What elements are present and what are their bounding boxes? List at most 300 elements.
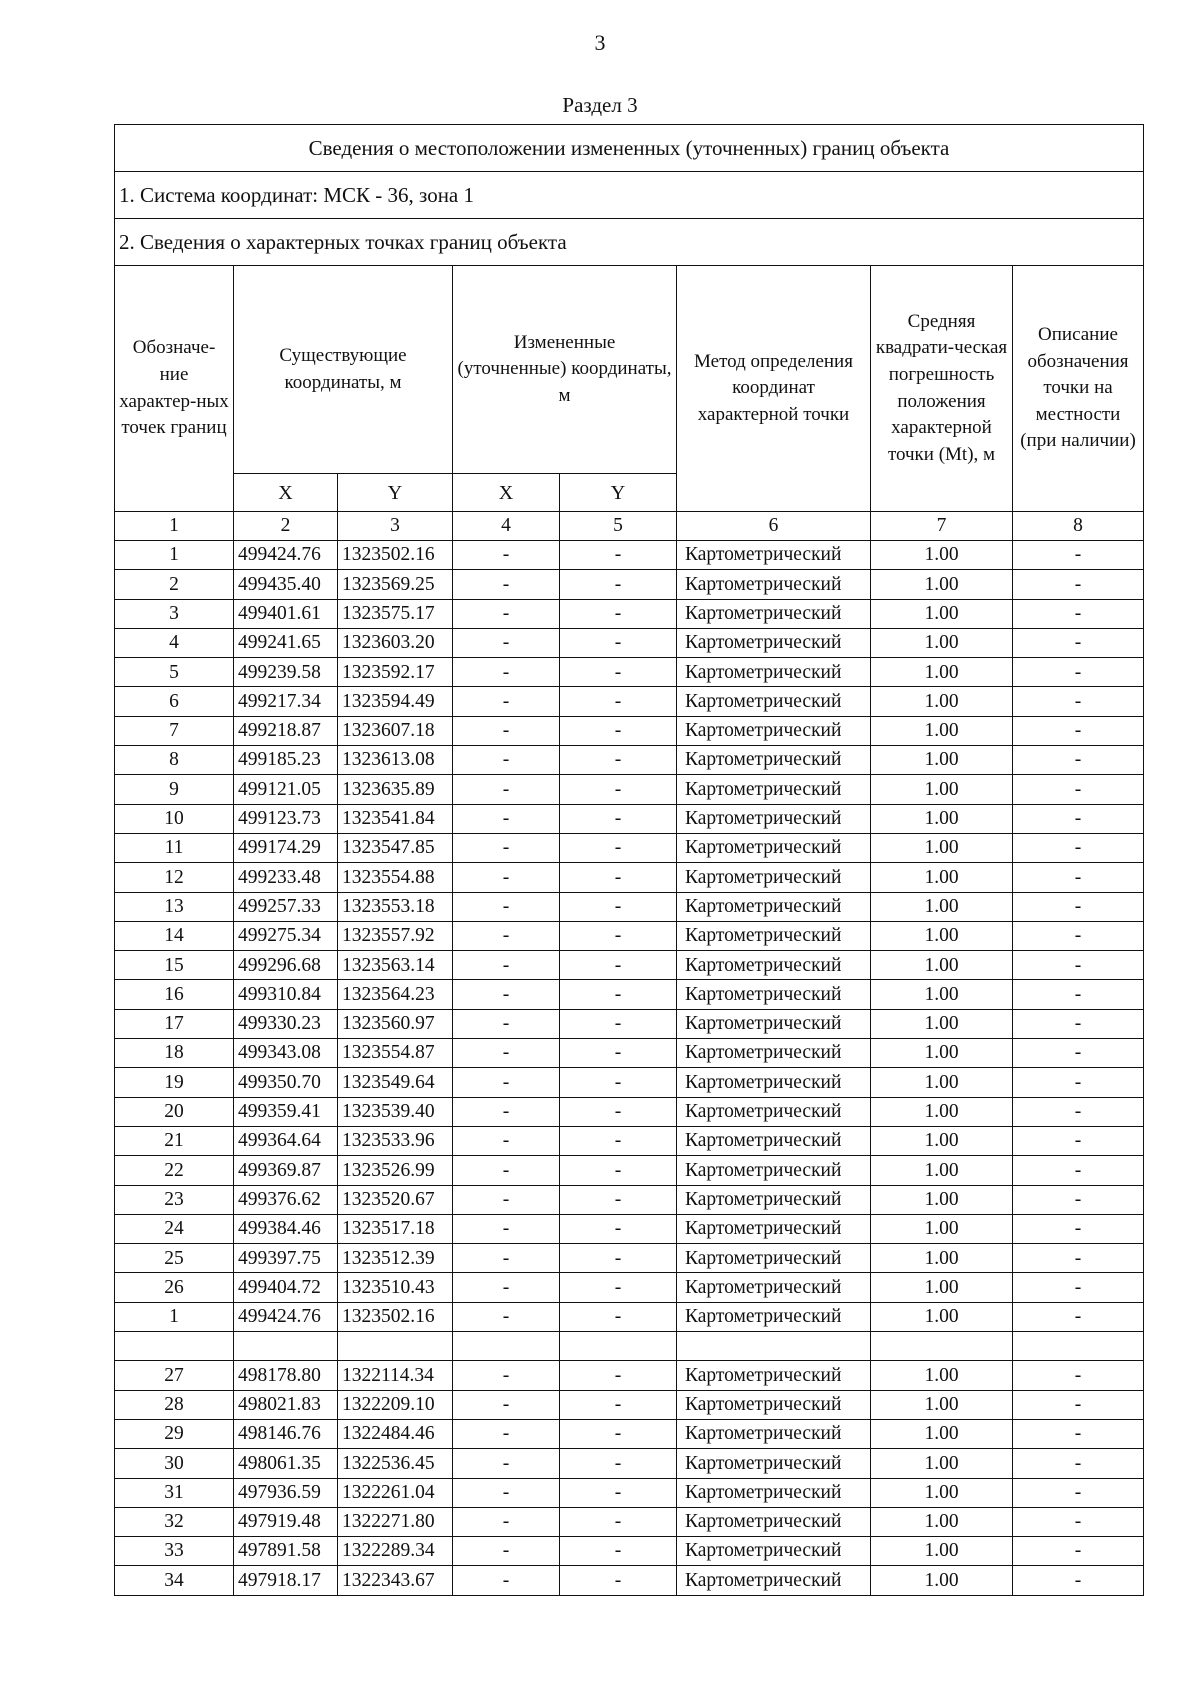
description-cell: - — [1013, 570, 1144, 599]
table-row — [115, 1009, 1144, 1038]
changed-x-cell: - — [453, 1156, 560, 1185]
method-cell: Картометрический — [677, 1507, 871, 1536]
existing-x-cell — [234, 1332, 338, 1361]
method-cell: Картометрический — [677, 1537, 871, 1566]
table-row — [115, 1449, 1144, 1478]
existing-y-cell: 1323603.20 — [338, 628, 453, 657]
header-changed-x: X — [453, 474, 560, 512]
method-cell: Картометрический — [677, 1039, 871, 1068]
method-cell — [677, 1332, 871, 1361]
header-existing-y: Y — [338, 474, 453, 512]
error-cell: 1.00 — [871, 1009, 1013, 1038]
existing-y-cell: 1323613.08 — [338, 746, 453, 775]
changed-x-cell: - — [453, 1507, 560, 1536]
existing-y-cell: 1323607.18 — [338, 716, 453, 745]
changed-x-cell: - — [453, 599, 560, 628]
existing-y-cell: 1322209.10 — [338, 1390, 453, 1419]
header-method: Метод определения координат характерной точки — [677, 266, 871, 512]
existing-y-cell: 1323575.17 — [338, 599, 453, 628]
existing-y-cell: 1322271.80 — [338, 1507, 453, 1536]
existing-y-cell: 1323557.92 — [338, 921, 453, 950]
existing-y-cell: 1323594.49 — [338, 687, 453, 716]
existing-y-cell: 1323517.18 — [338, 1214, 453, 1243]
existing-x-cell: 499185.23 — [234, 746, 338, 775]
points-heading: 2. Сведения о характерных точках границ объекта — [115, 219, 1144, 266]
changed-x-cell: - — [453, 1537, 560, 1566]
method-cell: Картометрический — [677, 951, 871, 980]
error-cell: 1.00 — [871, 1478, 1013, 1507]
existing-x-cell: 498061.35 — [234, 1449, 338, 1478]
method-cell: Картометрический — [677, 1390, 871, 1419]
changed-x-cell: - — [453, 658, 560, 687]
point-id-cell: 8 — [115, 746, 234, 775]
existing-x-cell: 499384.46 — [234, 1214, 338, 1243]
description-cell: - — [1013, 1361, 1144, 1390]
description-cell: - — [1013, 921, 1144, 950]
changed-x-cell: - — [453, 1566, 560, 1595]
point-id-cell: 25 — [115, 1244, 234, 1273]
table-row — [115, 746, 1144, 775]
error-cell: 1.00 — [871, 1097, 1013, 1126]
method-cell: Картометрический — [677, 1566, 871, 1595]
changed-x-cell: - — [453, 1302, 560, 1331]
header-changed-coordinates: Измененные (уточненные) координаты, м — [453, 266, 677, 474]
column-number: 8 — [1013, 512, 1144, 541]
changed-x-cell: - — [453, 951, 560, 980]
existing-y-cell: 1323563.14 — [338, 951, 453, 980]
description-cell: - — [1013, 1185, 1144, 1214]
description-cell: - — [1013, 599, 1144, 628]
error-cell: 1.00 — [871, 1185, 1013, 1214]
table-row — [115, 1039, 1144, 1068]
table-row — [115, 1478, 1144, 1507]
table-row — [115, 1507, 1144, 1536]
existing-x-cell: 497918.17 — [234, 1566, 338, 1595]
table-row — [115, 980, 1144, 1009]
point-id-cell: 34 — [115, 1566, 234, 1595]
point-id-cell: 32 — [115, 1507, 234, 1536]
table-row — [115, 1214, 1144, 1243]
changed-y-cell: - — [560, 863, 677, 892]
description-cell: - — [1013, 1390, 1144, 1419]
point-id-cell: 24 — [115, 1214, 234, 1243]
error-cell: 1.00 — [871, 746, 1013, 775]
error-cell: 1.00 — [871, 599, 1013, 628]
changed-y-cell: - — [560, 1537, 677, 1566]
changed-y-cell: - — [560, 921, 677, 950]
column-number: 6 — [677, 512, 871, 541]
error-cell: 1.00 — [871, 1449, 1013, 1478]
table-row — [115, 1390, 1144, 1419]
changed-y-cell: - — [560, 570, 677, 599]
method-cell: Картометрический — [677, 1097, 871, 1126]
point-id-cell: 30 — [115, 1449, 234, 1478]
description-cell — [1013, 1332, 1144, 1361]
error-cell: 1.00 — [871, 1244, 1013, 1273]
error-cell: 1.00 — [871, 980, 1013, 1009]
error-cell: 1.00 — [871, 1419, 1013, 1448]
method-cell: Картометрический — [677, 1009, 871, 1038]
method-cell: Картометрический — [677, 1273, 871, 1302]
existing-x-cell: 499424.76 — [234, 1302, 338, 1331]
point-id-cell: 7 — [115, 716, 234, 745]
method-cell: Картометрический — [677, 980, 871, 1009]
table-row — [115, 599, 1144, 628]
changed-y-cell: - — [560, 746, 677, 775]
method-cell: Картометрический — [677, 1185, 871, 1214]
description-cell: - — [1013, 1566, 1144, 1595]
changed-y-cell: - — [560, 980, 677, 1009]
existing-x-cell: 499218.87 — [234, 716, 338, 745]
table-row — [115, 892, 1144, 921]
changed-x-cell: - — [453, 892, 560, 921]
table-row — [115, 775, 1144, 804]
description-cell: - — [1013, 1214, 1144, 1243]
existing-y-cell: 1323526.99 — [338, 1156, 453, 1185]
description-cell: - — [1013, 980, 1144, 1009]
method-cell: Картометрический — [677, 1156, 871, 1185]
existing-x-cell: 499397.75 — [234, 1244, 338, 1273]
existing-y-cell: 1323520.67 — [338, 1185, 453, 1214]
description-cell: - — [1013, 863, 1144, 892]
description-cell: - — [1013, 1449, 1144, 1478]
description-cell: - — [1013, 1537, 1144, 1566]
point-id-cell: 22 — [115, 1156, 234, 1185]
error-cell: 1.00 — [871, 775, 1013, 804]
error-cell — [871, 1332, 1013, 1361]
point-id-cell: 1 — [115, 1302, 234, 1331]
changed-x-cell: - — [453, 570, 560, 599]
error-cell: 1.00 — [871, 951, 1013, 980]
changed-y-cell: - — [560, 1449, 677, 1478]
changed-y-cell: - — [560, 1068, 677, 1097]
existing-x-cell: 499233.48 — [234, 863, 338, 892]
method-cell: Картометрический — [677, 1449, 871, 1478]
point-id-cell: 1 — [115, 541, 234, 570]
point-id-cell: 17 — [115, 1009, 234, 1038]
changed-y-cell: - — [560, 775, 677, 804]
error-cell: 1.00 — [871, 1390, 1013, 1419]
table-row — [115, 716, 1144, 745]
changed-y-cell: - — [560, 1126, 677, 1155]
point-id-cell: 29 — [115, 1419, 234, 1448]
column-number: 4 — [453, 512, 560, 541]
method-cell: Картометрический — [677, 541, 871, 570]
changed-y-cell: - — [560, 1097, 677, 1126]
table-row — [115, 628, 1144, 657]
changed-x-cell: - — [453, 1244, 560, 1273]
description-cell: - — [1013, 1244, 1144, 1273]
method-cell: Картометрический — [677, 833, 871, 862]
existing-x-cell: 499359.41 — [234, 1097, 338, 1126]
changed-y-cell: - — [560, 1214, 677, 1243]
changed-x-cell: - — [453, 628, 560, 657]
error-cell: 1.00 — [871, 570, 1013, 599]
column-number: 5 — [560, 512, 677, 541]
existing-y-cell: 1323547.85 — [338, 833, 453, 862]
changed-x-cell: - — [453, 863, 560, 892]
table-row — [115, 921, 1144, 950]
table-row — [115, 1097, 1144, 1126]
description-cell: - — [1013, 833, 1144, 862]
changed-x-cell: - — [453, 1390, 560, 1419]
method-cell: Картометрический — [677, 687, 871, 716]
table-row — [115, 1566, 1144, 1595]
existing-x-cell: 499241.65 — [234, 628, 338, 657]
description-cell: - — [1013, 804, 1144, 833]
header-point-description: Описание обозначения точки на местности (при наличии) — [1013, 266, 1144, 512]
changed-y-cell: - — [560, 599, 677, 628]
changed-y-cell: - — [560, 1244, 677, 1273]
changed-y-cell: - — [560, 716, 677, 745]
changed-y-cell: - — [560, 1156, 677, 1185]
existing-x-cell: 499239.58 — [234, 658, 338, 687]
existing-y-cell: 1323502.16 — [338, 541, 453, 570]
table-row — [115, 1156, 1144, 1185]
existing-y-cell: 1323592.17 — [338, 658, 453, 687]
changed-y-cell: - — [560, 1302, 677, 1331]
existing-x-cell: 498146.76 — [234, 1419, 338, 1448]
existing-y-cell: 1323539.40 — [338, 1097, 453, 1126]
point-id-cell: 6 — [115, 687, 234, 716]
method-cell: Картометрический — [677, 1419, 871, 1448]
point-id-cell: 16 — [115, 980, 234, 1009]
changed-x-cell: - — [453, 1449, 560, 1478]
table-row — [115, 1537, 1144, 1566]
description-cell: - — [1013, 1039, 1144, 1068]
changed-y-cell: - — [560, 1419, 677, 1448]
existing-y-cell: 1323533.96 — [338, 1126, 453, 1155]
changed-y-cell — [560, 1332, 677, 1361]
method-cell: Картометрический — [677, 1068, 871, 1097]
point-id-cell: 21 — [115, 1126, 234, 1155]
method-cell: Картометрический — [677, 892, 871, 921]
changed-y-cell: - — [560, 892, 677, 921]
point-id-cell: 2 — [115, 570, 234, 599]
column-number: 2 — [234, 512, 338, 541]
changed-x-cell: - — [453, 1009, 560, 1038]
method-cell: Картометрический — [677, 1302, 871, 1331]
error-cell: 1.00 — [871, 1273, 1013, 1302]
existing-x-cell: 499364.64 — [234, 1126, 338, 1155]
table-row — [115, 541, 1144, 570]
existing-x-cell: 499369.87 — [234, 1156, 338, 1185]
existing-y-cell: 1323554.87 — [338, 1039, 453, 1068]
changed-y-cell: - — [560, 1478, 677, 1507]
table-row — [115, 1361, 1144, 1390]
table-row — [115, 570, 1144, 599]
table-row — [115, 951, 1144, 980]
changed-y-cell: - — [560, 1566, 677, 1595]
existing-y-cell — [338, 1332, 453, 1361]
changed-x-cell: - — [453, 1419, 560, 1448]
error-cell: 1.00 — [871, 1537, 1013, 1566]
existing-x-cell: 499123.73 — [234, 804, 338, 833]
table-row — [115, 1244, 1144, 1273]
method-cell: Картометрический — [677, 599, 871, 628]
existing-x-cell: 497936.59 — [234, 1478, 338, 1507]
method-cell: Картометрический — [677, 628, 871, 657]
table-row — [115, 833, 1144, 862]
column-number: 1 — [115, 512, 234, 541]
header-point-designation: Обозначе-ние характер-ных точек границ — [115, 266, 234, 512]
description-cell: - — [1013, 1273, 1144, 1302]
existing-x-cell: 499310.84 — [234, 980, 338, 1009]
changed-x-cell: - — [453, 687, 560, 716]
changed-x-cell: - — [453, 541, 560, 570]
boundary-points-table — [114, 124, 1144, 1596]
changed-y-cell: - — [560, 687, 677, 716]
existing-x-cell: 499296.68 — [234, 951, 338, 980]
error-cell: 1.00 — [871, 1361, 1013, 1390]
table-row — [115, 1068, 1144, 1097]
point-id-cell: 14 — [115, 921, 234, 950]
existing-y-cell: 1323635.89 — [338, 775, 453, 804]
point-id-cell: 27 — [115, 1361, 234, 1390]
existing-y-cell: 1323564.23 — [338, 980, 453, 1009]
point-id-cell: 19 — [115, 1068, 234, 1097]
existing-y-cell: 1323554.88 — [338, 863, 453, 892]
error-cell: 1.00 — [871, 541, 1013, 570]
existing-x-cell: 497891.58 — [234, 1537, 338, 1566]
error-cell: 1.00 — [871, 1068, 1013, 1097]
point-id-cell — [115, 1332, 234, 1361]
error-cell: 1.00 — [871, 863, 1013, 892]
changed-x-cell: - — [453, 1214, 560, 1243]
table-row — [115, 1302, 1144, 1331]
changed-y-cell: - — [560, 658, 677, 687]
existing-x-cell: 499174.29 — [234, 833, 338, 862]
changed-x-cell: - — [453, 775, 560, 804]
point-id-cell: 33 — [115, 1537, 234, 1566]
description-cell: - — [1013, 658, 1144, 687]
existing-x-cell: 497919.48 — [234, 1507, 338, 1536]
error-cell: 1.00 — [871, 892, 1013, 921]
existing-x-cell: 499275.34 — [234, 921, 338, 950]
method-cell: Картометрический — [677, 1361, 871, 1390]
description-cell: - — [1013, 1156, 1144, 1185]
point-id-cell: 3 — [115, 599, 234, 628]
existing-y-cell: 1323560.97 — [338, 1009, 453, 1038]
point-id-cell: 23 — [115, 1185, 234, 1214]
existing-x-cell: 498178.80 — [234, 1361, 338, 1390]
existing-y-cell: 1322536.45 — [338, 1449, 453, 1478]
changed-x-cell: - — [453, 1185, 560, 1214]
error-cell: 1.00 — [871, 687, 1013, 716]
point-id-cell: 12 — [115, 863, 234, 892]
method-cell: Картометрический — [677, 1126, 871, 1155]
table-row — [115, 804, 1144, 833]
header-mean-square-error: Средняя квадрати-ческая погрешность положения характерной точки (Mt), м — [871, 266, 1013, 512]
error-cell: 1.00 — [871, 1039, 1013, 1068]
point-id-cell: 20 — [115, 1097, 234, 1126]
changed-y-cell: - — [560, 1390, 677, 1419]
changed-y-cell: - — [560, 804, 677, 833]
point-id-cell: 15 — [115, 951, 234, 980]
existing-x-cell: 499343.08 — [234, 1039, 338, 1068]
point-id-cell: 31 — [115, 1478, 234, 1507]
existing-y-cell: 1323553.18 — [338, 892, 453, 921]
existing-x-cell: 499435.40 — [234, 570, 338, 599]
existing-y-cell: 1322484.46 — [338, 1419, 453, 1448]
point-id-cell: 5 — [115, 658, 234, 687]
table-row — [115, 1273, 1144, 1302]
header-existing-coordinates: Существующие координаты, м — [234, 266, 453, 474]
existing-y-cell: 1323549.64 — [338, 1068, 453, 1097]
method-cell: Картометрический — [677, 1244, 871, 1273]
method-cell: Картометрический — [677, 716, 871, 745]
changed-x-cell: - — [453, 980, 560, 1009]
description-cell: - — [1013, 1478, 1144, 1507]
existing-y-cell: 1323510.43 — [338, 1273, 453, 1302]
point-id-cell: 28 — [115, 1390, 234, 1419]
error-cell: 1.00 — [871, 1126, 1013, 1155]
section-title: Раздел 3 — [562, 93, 638, 117]
point-id-cell: 10 — [115, 804, 234, 833]
changed-y-cell: - — [560, 541, 677, 570]
method-cell: Картометрический — [677, 1214, 871, 1243]
changed-y-cell: - — [560, 1009, 677, 1038]
description-cell: - — [1013, 687, 1144, 716]
table-row — [115, 1185, 1144, 1214]
description-cell: - — [1013, 892, 1144, 921]
description-cell: - — [1013, 746, 1144, 775]
table-row — [115, 687, 1144, 716]
description-cell: - — [1013, 628, 1144, 657]
existing-x-cell: 499217.34 — [234, 687, 338, 716]
description-cell: - — [1013, 1097, 1144, 1126]
error-cell: 1.00 — [871, 716, 1013, 745]
existing-x-cell: 499401.61 — [234, 599, 338, 628]
existing-x-cell: 499424.76 — [234, 541, 338, 570]
error-cell: 1.00 — [871, 628, 1013, 657]
error-cell: 1.00 — [871, 1302, 1013, 1331]
changed-x-cell: - — [453, 1097, 560, 1126]
error-cell: 1.00 — [871, 921, 1013, 950]
table-row — [115, 1126, 1144, 1155]
changed-x-cell: - — [453, 804, 560, 833]
point-id-cell: 11 — [115, 833, 234, 862]
method-cell: Картометрический — [677, 921, 871, 950]
header-changed-y: Y — [560, 474, 677, 512]
table-row — [115, 1419, 1144, 1448]
changed-y-cell: - — [560, 1185, 677, 1214]
description-cell: - — [1013, 1302, 1144, 1331]
description-cell: - — [1013, 1126, 1144, 1155]
changed-y-cell: - — [560, 628, 677, 657]
changed-y-cell: - — [560, 1507, 677, 1536]
method-cell: Картометрический — [677, 1478, 871, 1507]
table-row — [115, 863, 1144, 892]
existing-y-cell: 1323512.39 — [338, 1244, 453, 1273]
point-id-cell: 13 — [115, 892, 234, 921]
changed-x-cell: - — [453, 1039, 560, 1068]
error-cell: 1.00 — [871, 1507, 1013, 1536]
description-cell: - — [1013, 775, 1144, 804]
changed-x-cell: - — [453, 921, 560, 950]
description-cell: - — [1013, 1419, 1144, 1448]
description-cell: - — [1013, 1068, 1144, 1097]
changed-y-cell: - — [560, 1273, 677, 1302]
existing-y-cell: 1322114.34 — [338, 1361, 453, 1390]
existing-y-cell: 1322343.67 — [338, 1566, 453, 1595]
method-cell: Картометрический — [677, 863, 871, 892]
existing-x-cell: 499330.23 — [234, 1009, 338, 1038]
point-id-cell: 26 — [115, 1273, 234, 1302]
description-cell: - — [1013, 716, 1144, 745]
error-cell: 1.00 — [871, 1566, 1013, 1595]
changed-x-cell: - — [453, 1273, 560, 1302]
